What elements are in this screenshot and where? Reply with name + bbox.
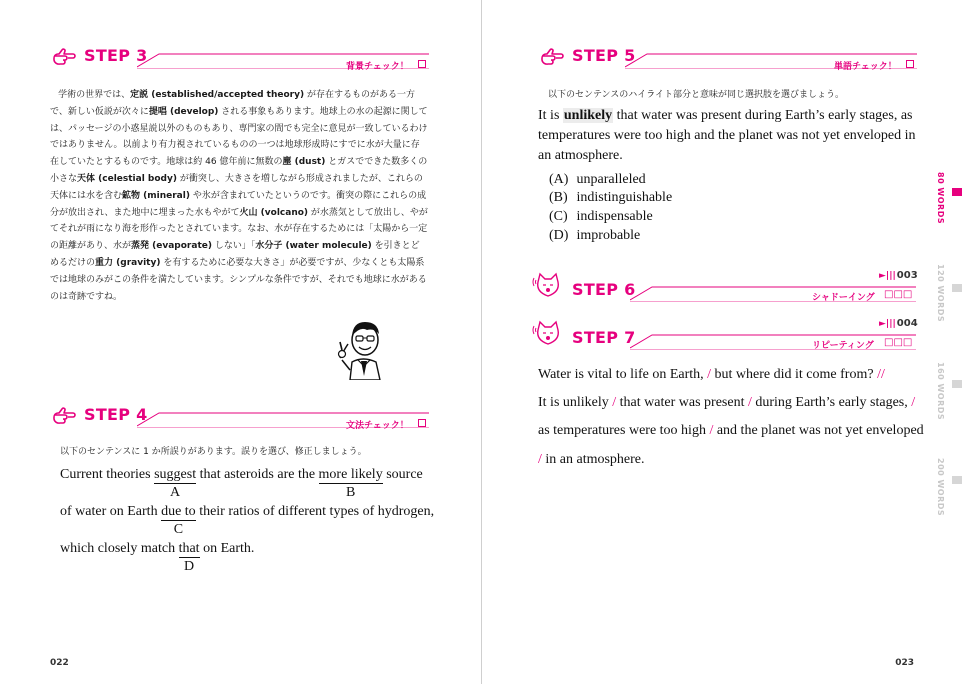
man-mascot-icon	[334, 314, 392, 380]
letter-b: B	[345, 485, 356, 500]
index-120-words[interactable]: 120 WORDS	[936, 264, 945, 323]
option-d[interactable]: (D) improbable	[549, 228, 641, 243]
repeat-line-3: as temperatures were too high / and the planet was not yet enveloped	[538, 423, 924, 438]
letter-a: A	[170, 485, 181, 500]
index-160-words[interactable]: 160 WORDS	[936, 362, 945, 421]
step3-header	[52, 45, 428, 72]
step6-title: STEP 6	[572, 280, 636, 299]
step4-title: STEP 4	[84, 405, 148, 424]
step5-header	[540, 45, 916, 72]
step3-title: STEP 3	[84, 46, 148, 65]
speaker-icon: ►|||	[879, 319, 896, 329]
repeat-line-1: Water is vital to life on Earth, / but where did it come from? //	[538, 367, 885, 382]
step4-label: 文法チェック！	[346, 421, 409, 431]
step7-checkboxes[interactable]: □□□	[884, 337, 913, 348]
step3-label: 背景チェック！	[346, 62, 409, 72]
index-160-bar	[952, 380, 962, 388]
step5-instruction: 以下のセンテンスのハイライト部分と意味が同じ選択肢を選びましょう。	[548, 90, 845, 100]
underline-c[interactable]: due to C	[161, 504, 196, 537]
pointing-hand-icon	[52, 47, 78, 67]
underline-b[interactable]: more likely B	[318, 467, 383, 500]
letter-c: C	[173, 522, 184, 537]
step3-checkbox[interactable]	[418, 60, 426, 68]
cat-mascot-icon	[532, 272, 562, 300]
pointing-hand-icon	[52, 406, 78, 426]
index-200-words[interactable]: 200 WORDS	[936, 458, 945, 517]
step4-line-2: of water on Earth due to C their ratios of different types of hydrogen,	[60, 504, 435, 537]
right-page	[482, 0, 964, 684]
letter-d: D	[184, 559, 195, 574]
index-80-bar	[952, 188, 962, 196]
underline-a[interactable]: suggest A	[154, 467, 197, 500]
option-b[interactable]: (B) indistinguishable	[549, 190, 673, 205]
step6-track[interactable]: ►|||003	[879, 270, 918, 281]
step6-label: シャドーイング	[812, 293, 875, 303]
speaker-icon: ►|||	[879, 271, 896, 281]
step4-checkbox[interactable]	[418, 419, 426, 427]
index-80-words[interactable]: 80 WORDS	[936, 172, 945, 225]
cat-mascot-icon	[532, 320, 562, 348]
index-120-bar	[952, 284, 962, 292]
step4-instruction: 以下のセンテンスに 1 か所誤りがあります。誤りを選び、修正しましょう。	[60, 447, 367, 457]
pointing-hand-icon	[540, 47, 566, 67]
step5-sentence: It is unlikely that water was present during Earth’s early stages, as temperatures were too high and the planet was not yet enveloped in an atmosphere.	[538, 108, 916, 163]
page-number-right: 023	[895, 658, 914, 668]
repeat-line-2: It is unlikely / that water was present / during Earth’s early stages, /	[538, 395, 916, 410]
step4-line-1: Current theories suggest A that asteroids are the more likely B source	[60, 467, 423, 500]
page-number-left: 022	[50, 658, 69, 668]
index-200-bar	[952, 476, 962, 484]
option-c[interactable]: (C) indispensable	[549, 209, 653, 224]
step4-line-3: which closely match that D on Earth.	[60, 541, 255, 574]
step7-header	[532, 320, 916, 352]
option-a[interactable]: (A) unparalleled	[549, 172, 646, 187]
underline-d[interactable]: that D	[178, 541, 200, 574]
step7-title: STEP 7	[572, 328, 636, 347]
step5-title: STEP 5	[572, 46, 636, 65]
step6-header	[532, 272, 916, 304]
step4-header	[52, 404, 428, 431]
repeat-line-4: / in an atmosphere.	[538, 452, 645, 467]
step3-paragraph: 学術の世界では、定説 (established/accepted theory) が存在するものがある一方で、新しい仮説が次々に提唱 (develop) される事象もあります。地球上の水の起源に関しては、パッセージの小惑星説以外のものもあり、専門家の間でも完全に意見が一致しているわけではありません。以前より有力視されているものの一つは地球形成時にすでに水が大量に存在していたとするものです。地球は約 46 億年前に無数の塵 (dust) とガスでできた数多くの小さな天体 (celestial body) が衝突し、大きさを増しながら形成されましたが、これらの天体には水を含む鉱物 (mineral) や氷が含まれていたというのです。衝突の際にこれらの成分が放出され、また地中に埋まった水もやがて火山 (volcano) が水蒸気として放出し、やがてそれが雨になり海を形作ったとされています。なお、水が存在するためには「太陽から一定の距離があり、水が蒸発 (evaporate) しない」「水分子 (water molecule) を引きとどめるだけの重力 (gravity) を有するために必要な大きさ」が必要ですが、少なくとも太陽系では地球のみがこの条件を満たしています。シンプルな条件ですが、それでも地球に水があるのは奇跡ですね。	[50, 90, 428, 302]
step7-track[interactable]: ►|||004	[879, 318, 918, 329]
step7-label: リピーティング	[812, 341, 874, 351]
step5-checkbox[interactable]	[906, 60, 914, 68]
step6-checkboxes[interactable]: □□□	[884, 289, 913, 300]
highlighted-word: unlikely	[563, 108, 613, 123]
step5-label: 単語チェック！	[834, 62, 897, 72]
